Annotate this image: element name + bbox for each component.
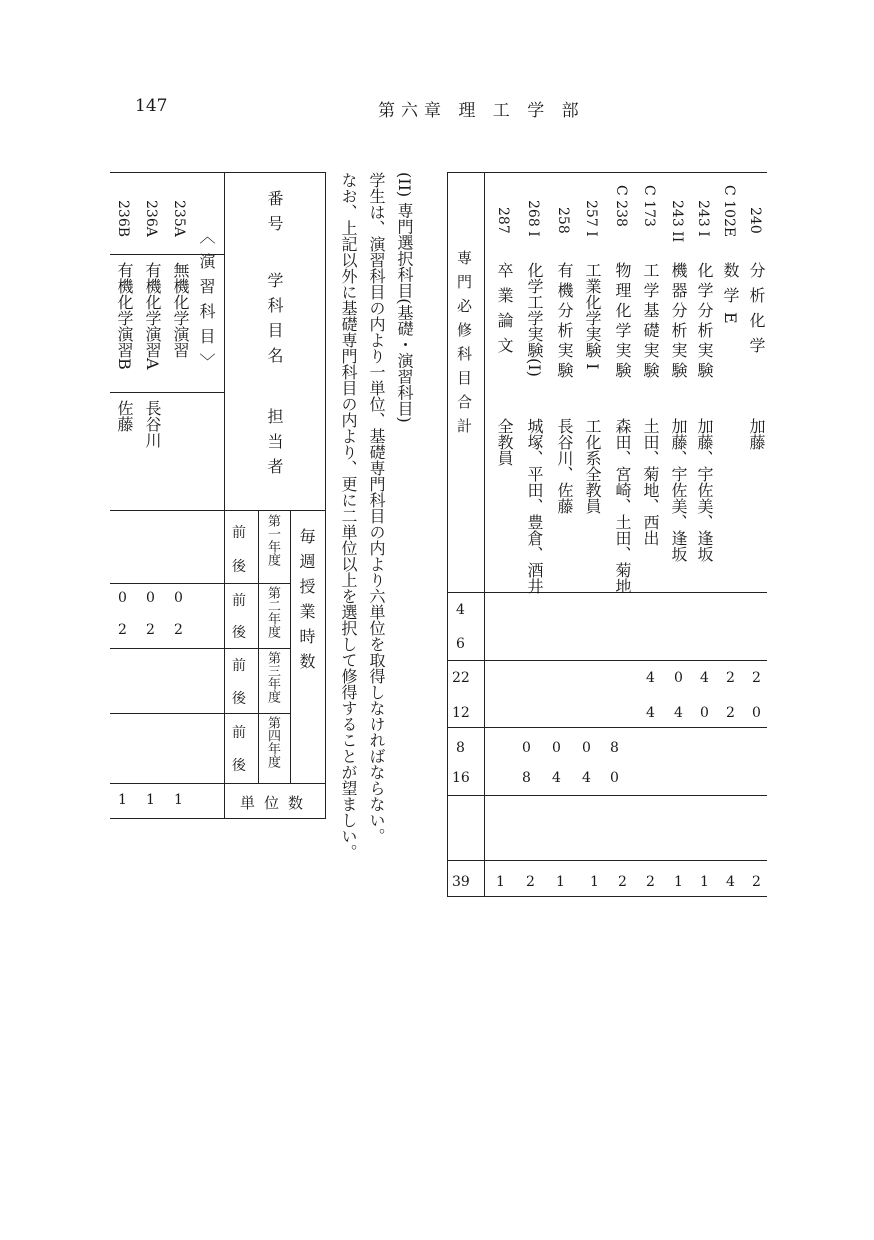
year3-front: 8 <box>610 740 619 756</box>
subject-teacher: 全教員 <box>495 418 514 466</box>
front-label: 前 <box>232 593 246 609</box>
col-number-header: 番号 <box>265 190 284 240</box>
subject-teacher: 工化系全教員 <box>583 418 602 514</box>
subject-code: C 102E <box>721 185 737 238</box>
year2-front: 0 <box>118 590 127 606</box>
note-line-1: 学生は、演習科目の内より一単位、基礎専門科目の内より六単位を取得しなければならない。 <box>367 172 386 844</box>
required-sum-total: 39 <box>452 874 470 890</box>
required-sum-y2: 22 <box>452 670 470 686</box>
subject-code: 236A <box>143 200 159 237</box>
subject-teacher: 長谷川、佐藤 <box>555 418 574 514</box>
subject-code: 243 II <box>669 200 685 243</box>
year-label-1: 第一年度 <box>265 514 280 566</box>
subject-code: 235A <box>171 200 187 237</box>
subject-teacher: 佐藤 <box>115 400 134 432</box>
year-label-3: 第三年度 <box>265 651 280 703</box>
year2-front: 0 <box>174 590 183 606</box>
year3-front: 0 <box>582 740 591 756</box>
subject-title: 機器分析実験 <box>669 262 688 382</box>
required-sum-y1b: 6 <box>456 636 465 652</box>
back-label: 後 <box>232 691 246 707</box>
required-total-header: 専門必修科目合計 <box>455 250 473 442</box>
subject-teacher: 加藤 <box>747 418 766 450</box>
required-sum-y1: 4 <box>456 602 465 618</box>
year-label-4: 第四年度 <box>265 716 280 768</box>
unit-total: 2 <box>646 874 655 890</box>
subject-teacher: 加藤、宇佐美、逢坂 <box>669 418 688 562</box>
subject-title: 無機化学演習 <box>171 262 190 358</box>
unit-total: 1 <box>496 874 505 890</box>
required-sum-y2b: 12 <box>452 705 470 721</box>
back-label: 後 <box>232 625 246 641</box>
year2-front: 0 <box>146 590 155 606</box>
year2-front: 0 <box>674 670 683 686</box>
section-label: 〈演習科目〉 <box>197 228 216 378</box>
subject-title: 化学分析実験 <box>695 262 714 382</box>
year3-back: 0 <box>610 770 619 786</box>
year2-front: 2 <box>752 670 761 686</box>
unit-total: 2 <box>618 874 627 890</box>
year2-back: 4 <box>674 705 683 721</box>
year2-back: 2 <box>726 705 735 721</box>
note-line-2: なお、上記以外に基礎専門科目の内より、更に二単位以上を選択して修得することが望ましい。 <box>339 172 358 860</box>
subject-title: 有機化学演習B <box>115 262 134 370</box>
subject-code: C 238 <box>613 185 629 227</box>
col-hours-header: 毎週授業時数 <box>297 528 316 678</box>
subject-code: 257 I <box>583 200 599 237</box>
back-label: 後 <box>232 559 246 575</box>
units: 1 <box>174 792 183 808</box>
units: 1 <box>146 792 155 808</box>
unit-total: 1 <box>556 874 565 890</box>
subject-title: 化学工学実験(I) <box>525 262 544 377</box>
required-sum-y3: 8 <box>456 740 465 756</box>
subject-teacher: 長谷川 <box>143 400 162 448</box>
subject-teacher: 城塚、平田、豊倉、酒井 <box>525 418 544 594</box>
year2-back: 2 <box>118 622 127 638</box>
subject-code: 240 <box>747 207 763 234</box>
subject-title: 有機化学演習A <box>143 262 162 370</box>
subject-title: 工業化学実験 I <box>583 262 602 370</box>
year2-back: 2 <box>174 622 183 638</box>
year-label-2: 第二年度 <box>265 586 280 638</box>
year2-front: 4 <box>700 670 709 686</box>
subject-code: 258 <box>555 207 571 234</box>
col-units-header: 単位数 <box>240 794 313 812</box>
front-label: 前 <box>232 658 246 674</box>
subject-teacher: 加藤、宇佐美、逢坂 <box>695 418 714 562</box>
unit-total: 1 <box>700 874 709 890</box>
year2-back: 4 <box>646 705 655 721</box>
subject-title: 分析化学 <box>747 262 766 362</box>
col-teacher-header: 担当者 <box>265 408 284 483</box>
subject-teacher: 土田、菊地、西出 <box>641 418 660 546</box>
front-label: 前 <box>232 525 246 541</box>
year3-front: 0 <box>522 740 531 756</box>
units: 1 <box>118 792 127 808</box>
required-sum-y3b: 16 <box>452 770 470 786</box>
unit-total: 1 <box>590 874 599 890</box>
page-number: 147 <box>135 96 168 116</box>
subject-code: 268 I <box>525 200 541 237</box>
subject-title: 有機分析実験 <box>555 262 574 382</box>
unit-total: 2 <box>752 874 761 890</box>
unit-total: 4 <box>726 874 735 890</box>
col-subject-header: 学科目名 <box>265 272 284 372</box>
elective-heading: (II) 専門選択科目(基礎・演習科目) <box>395 172 414 423</box>
subject-code: C 173 <box>641 185 657 227</box>
year3-back: 4 <box>552 770 561 786</box>
subject-title: 数学E <box>721 262 740 333</box>
year2-back: 0 <box>752 705 761 721</box>
subject-code: 287 <box>495 207 511 234</box>
running-head: 第六章 理 工 学 部 <box>378 101 585 121</box>
year3-back: 8 <box>522 770 531 786</box>
back-label: 後 <box>232 758 246 774</box>
unit-total: 1 <box>674 874 683 890</box>
subject-title: 卒業論文 <box>495 262 514 362</box>
year2-back: 0 <box>700 705 709 721</box>
year2-back: 2 <box>146 622 155 638</box>
subject-teacher: 森田、宮崎、土田、菊地 <box>613 418 632 594</box>
year3-front: 0 <box>552 740 561 756</box>
unit-total: 2 <box>526 874 535 890</box>
front-label: 前 <box>232 725 246 741</box>
subject-code: 243 I <box>695 200 711 237</box>
subject-title: 物理化学実験 <box>613 262 632 382</box>
subject-title: 工学基礎実験 <box>641 262 660 382</box>
year3-back: 4 <box>582 770 591 786</box>
year2-front: 2 <box>726 670 735 686</box>
year2-front: 4 <box>646 670 655 686</box>
subject-code: 236B <box>115 200 131 238</box>
